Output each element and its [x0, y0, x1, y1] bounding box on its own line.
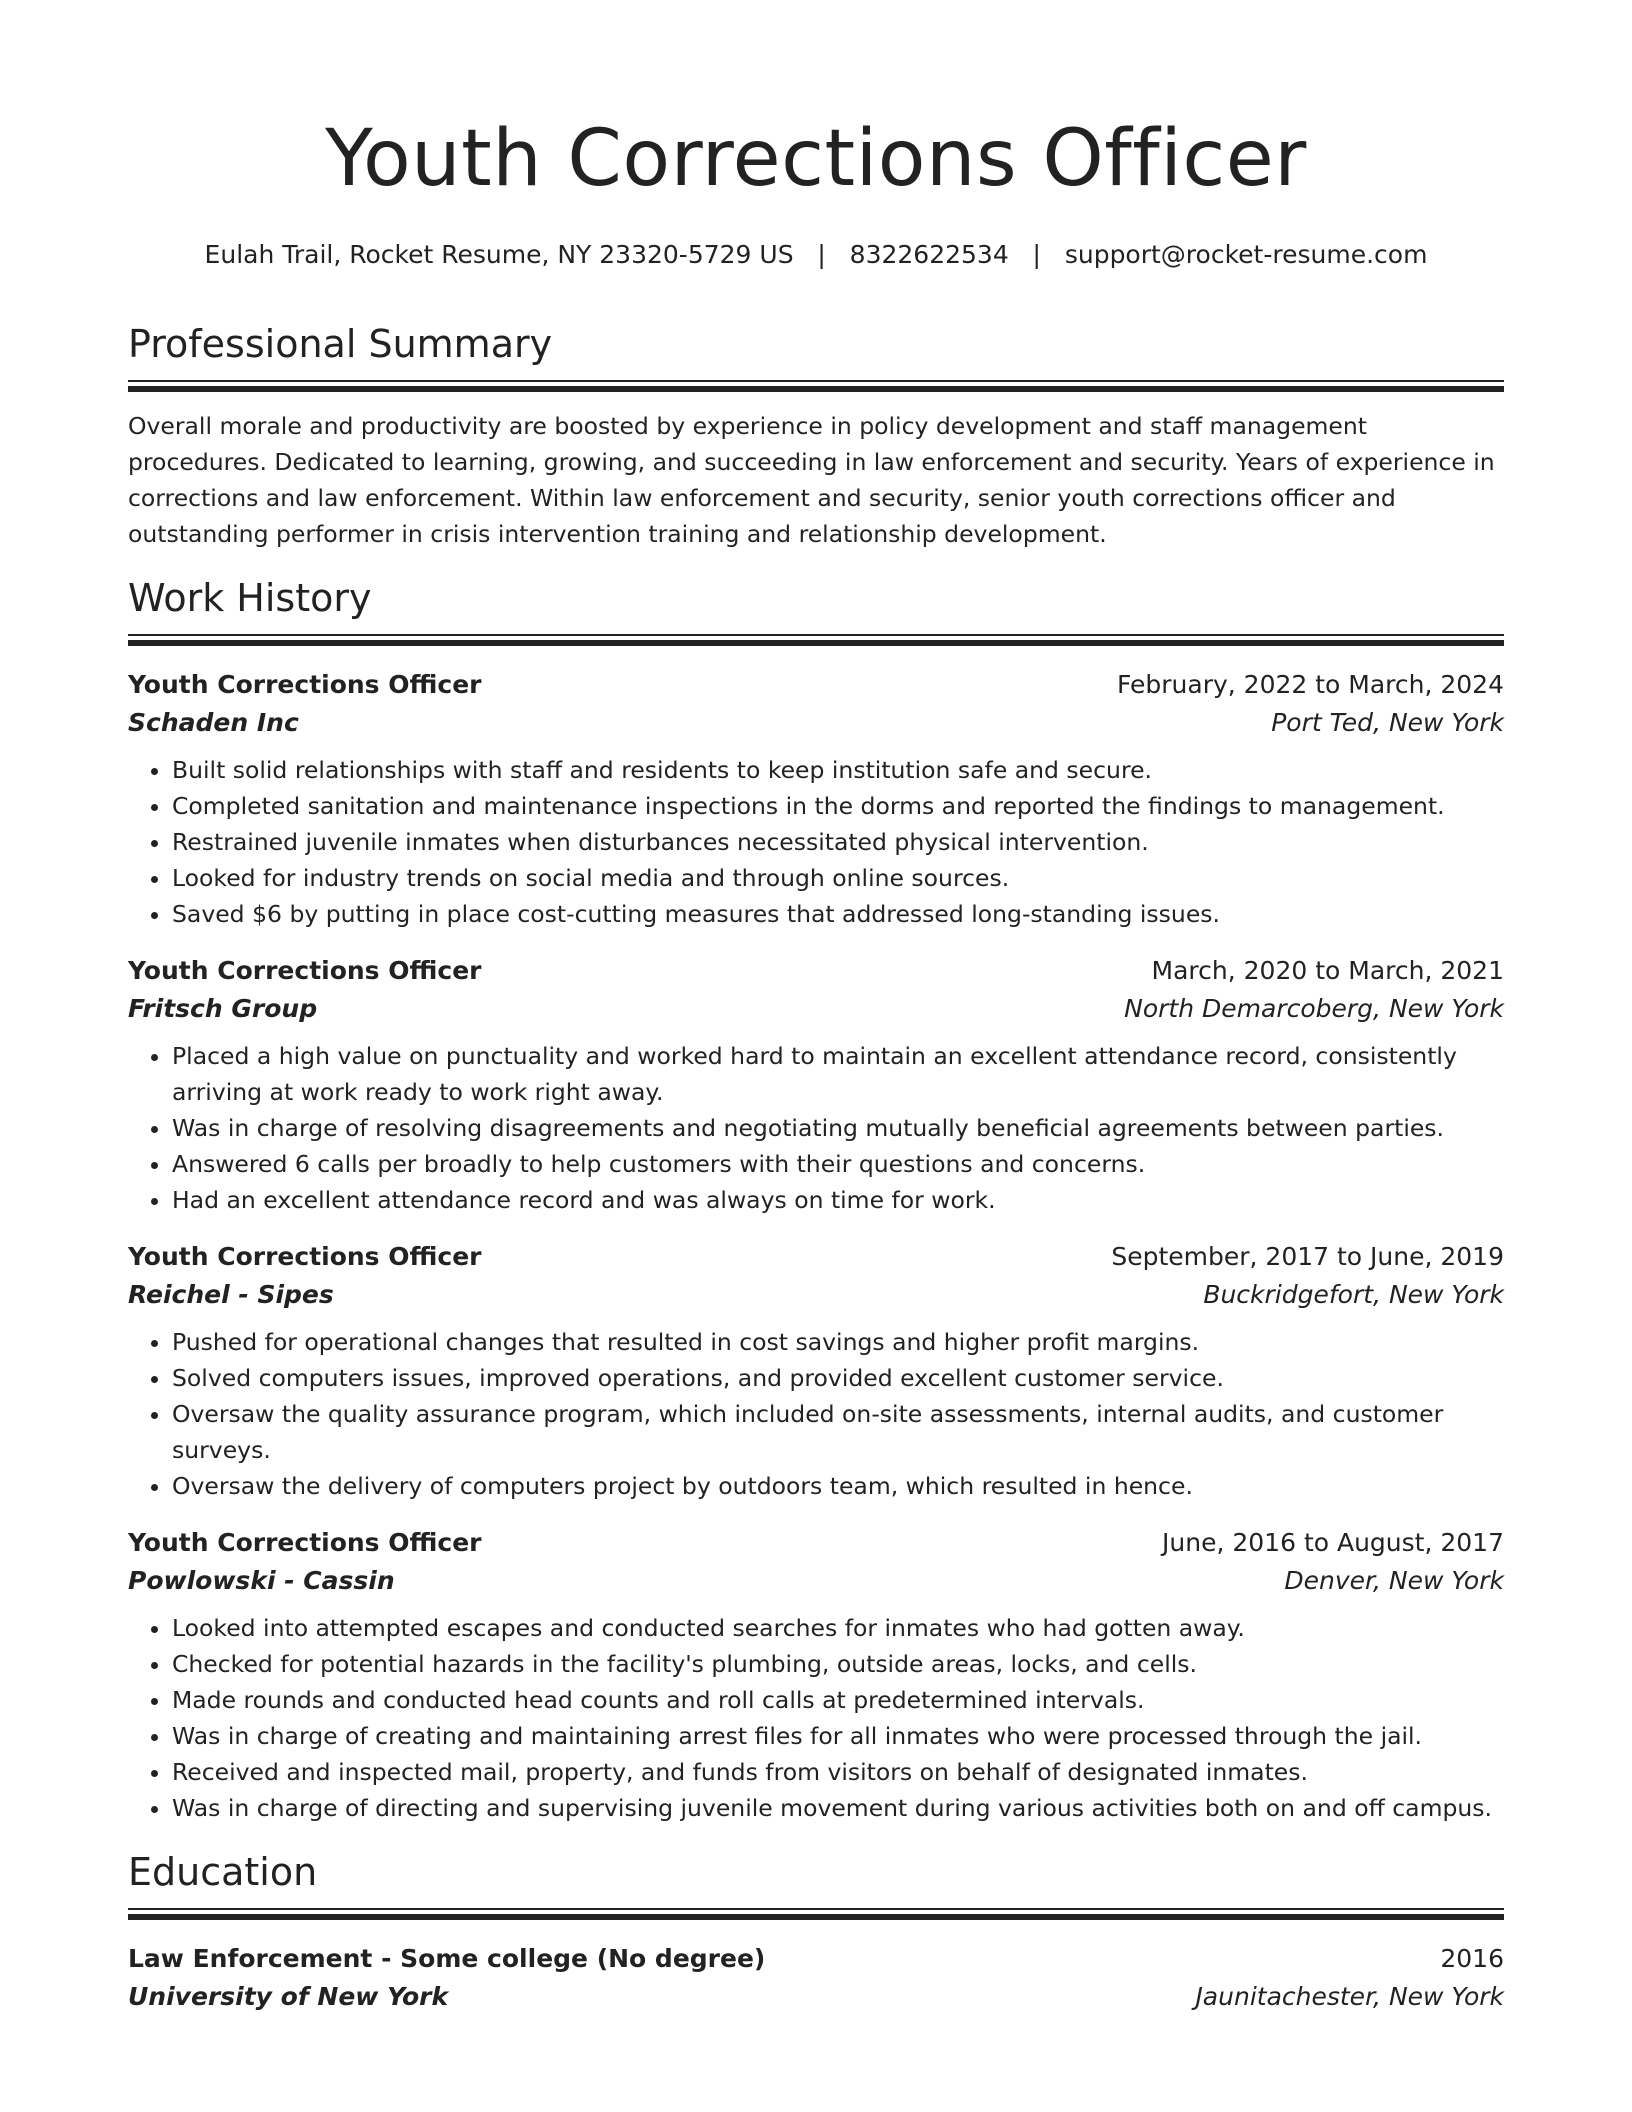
job-dates: March, 2020 to March, 2021 — [1151, 956, 1504, 985]
bullet-item: • Restrained juvenile inmates when disturbances necessitated physical intervention. — [172, 824, 1504, 860]
job-location: Port Ted, New York — [1271, 708, 1504, 737]
job-location: Denver, New York — [1284, 1566, 1504, 1595]
summary-section — [128, 322, 1504, 552]
section-divider — [128, 640, 1504, 646]
bullet-item: • Oversaw the delivery of computers project by outdoors team, which resulted in hence. — [172, 1468, 1504, 1504]
bullet-item: • Built solid relationships with staff and residents to keep institution safe and secure. — [172, 752, 1504, 788]
section-divider — [128, 634, 1504, 636]
job-entry — [128, 1524, 1504, 1826]
contact-line: Eulah Trail, Rocket Resume, NY 23320-5729 US | 8322622534 | support@rocket-resume.com — [204, 240, 1428, 269]
bullet-item: • Had an excellent attendance record and was always on time for work. — [172, 1182, 1504, 1218]
job-entry — [128, 1238, 1504, 1504]
resume-title: Youth Corrections Officer — [325, 114, 1307, 204]
school-name: University of New York — [128, 1982, 449, 2011]
section-divider — [128, 380, 1504, 382]
bullet-item: • Looked into attempted escapes and conducted searches for inmates who had gotten away. — [172, 1610, 1504, 1646]
job-title: Youth Corrections Officer — [128, 1528, 482, 1557]
bullet-item: • Looked for industry trends on social media and through online sources. — [172, 860, 1504, 896]
school-location: Jaunitachester, New York — [1195, 1982, 1504, 2011]
bullet-item: • Checked for potential hazards in the facility's plumbing, outside areas, locks, and cells. — [172, 1646, 1504, 1682]
section-heading-education: Education — [128, 1850, 318, 1894]
resume-content — [128, 322, 1504, 2016]
job-dates: February, 2022 to March, 2024 — [1116, 670, 1504, 699]
job-bullets — [128, 1610, 1504, 1826]
work-history-section — [128, 576, 1504, 1826]
bullet-item: • Saved $6 by putting in place cost-cutting measures that addressed long-standing issues. — [172, 896, 1504, 932]
job-location: Buckridgefort, New York — [1203, 1280, 1504, 1309]
job-bullets — [128, 752, 1504, 932]
bullet-item: • Received and inspected mail, property, and funds from visitors on behalf of designated inmates. — [172, 1754, 1504, 1790]
company-name: Powlowski - Cassin — [128, 1566, 395, 1595]
job-dates: September, 2017 to June, 2019 — [1111, 1242, 1504, 1271]
bullet-item: • Completed sanitation and maintenance inspections in the dorms and reported the findings to management. — [172, 788, 1504, 824]
education-year: 2016 — [1440, 1944, 1504, 1973]
section-heading-work-history: Work History — [128, 576, 372, 620]
education-section — [128, 1850, 1504, 2016]
bullet-item: • Solved computers issues, improved operations, and provided excellent customer service. — [172, 1360, 1504, 1396]
section-heading-summary: Professional Summary — [128, 322, 553, 366]
job-entry — [128, 952, 1504, 1218]
job-title: Youth Corrections Officer — [128, 1242, 482, 1271]
company-name: Schaden Inc — [128, 708, 299, 737]
bullet-item: • Oversaw the quality assurance program, which included on-site assessments, internal audits, and customer surveys. — [172, 1396, 1504, 1468]
education-entry — [128, 1940, 1504, 2016]
job-dates: June, 2016 to August, 2017 — [1162, 1528, 1504, 1557]
job-bullets — [128, 1324, 1504, 1504]
bullet-item: • Was in charge of directing and supervising juvenile movement during various activities both on and off campus. — [172, 1790, 1504, 1826]
bullet-item: • Pushed for operational changes that resulted in cost savings and higher profit margins. — [172, 1324, 1504, 1360]
company-name: Fritsch Group — [128, 994, 318, 1023]
summary-text: Overall morale and productivity are boosted by experience in policy development and staff management procedures. Dedicated to learning, growing, and succeeding in law enforcement and security. Years of experience in corrections and law enforcement. Within law enforcement and security, senior youth corrections officer and outstanding performer in crisis intervention training and relationship development. — [128, 412, 1495, 548]
bullet-item: • Placed a high value on punctuality and worked hard to maintain an excellent attendance record, consistently arriving at work ready to work right away. — [172, 1038, 1504, 1110]
section-divider — [128, 1914, 1504, 1920]
bullet-item: • Made rounds and conducted head counts and roll calls at predetermined intervals. — [172, 1682, 1504, 1718]
bullet-item: • Answered 6 calls per broadly to help customers with their questions and concerns. — [172, 1146, 1504, 1182]
job-title: Youth Corrections Officer — [128, 956, 482, 985]
bullet-item: • Was in charge of resolving disagreements and negotiating mutually beneficial agreements between parties. — [172, 1110, 1504, 1146]
job-bullets — [128, 1038, 1504, 1218]
bullet-item: • Was in charge of creating and maintaining arrest files for all inmates who were processed through the jail. — [172, 1718, 1504, 1754]
company-name: Reichel - Sipes — [128, 1280, 334, 1309]
job-entry — [128, 666, 1504, 932]
section-divider — [128, 1908, 1504, 1910]
degree-name: Law Enforcement - Some college (No degree) — [128, 1944, 766, 1973]
section-divider — [128, 386, 1504, 392]
job-location: North Demarcoberg, New York — [1124, 994, 1504, 1023]
job-title: Youth Corrections Officer — [128, 670, 482, 699]
